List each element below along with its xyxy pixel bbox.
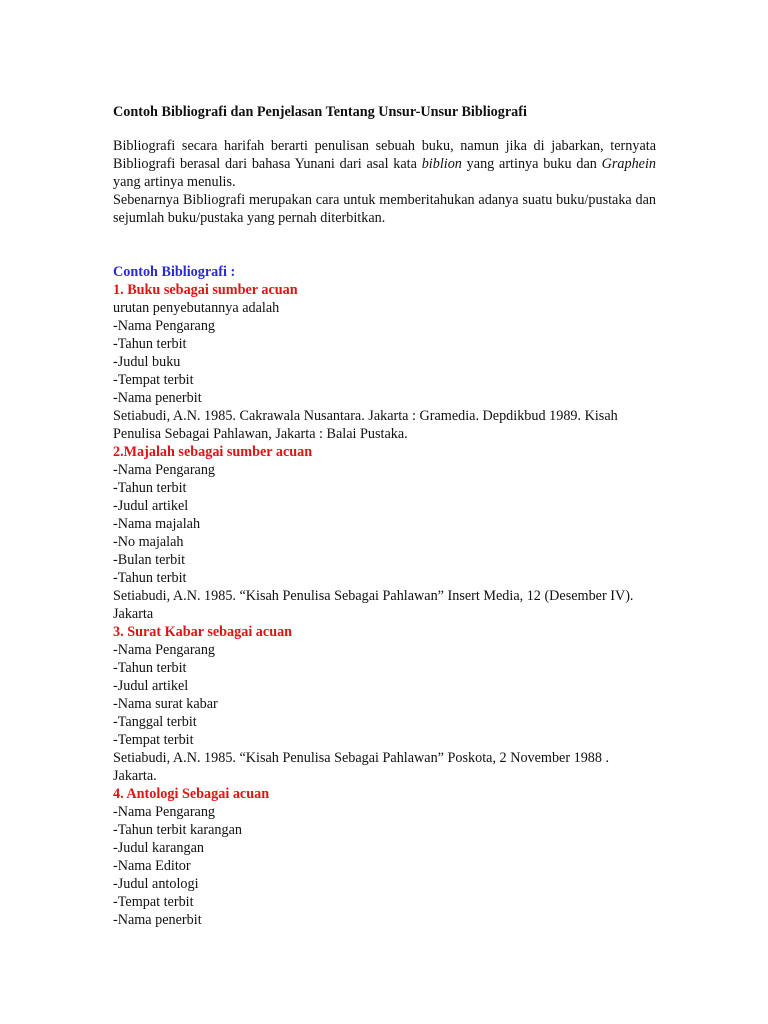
section-anthology xyxy=(113,785,656,929)
intro-text: yang artinya menulis. xyxy=(113,174,236,190)
list-item: -No majalah xyxy=(113,534,184,550)
example-citation: Setiabudi, A.N. 1985. Cakrawala Nusantara. Jakarta : Gramedia. Depdikbud 1989. Kisah Penulisa Sebagai Pahlawan, Jakarta : Balai Pustaka. xyxy=(113,408,618,442)
section-newspaper xyxy=(113,623,656,785)
document-title: Contoh Bibliografi dan Penjelasan Tentang Unsur-Unsur Bibliografi xyxy=(113,104,527,120)
spacer xyxy=(113,227,656,263)
section-heading: 1. Buku sebagai sumber acuan xyxy=(113,282,298,298)
list-item: -Tahun terbit xyxy=(113,480,187,496)
list-item: -Judul artikel xyxy=(113,498,189,514)
list-item: -Judul artikel xyxy=(113,678,189,694)
section-magazine xyxy=(113,443,656,623)
list-item: -Nama majalah xyxy=(113,516,201,532)
list-item: -Tempat terbit xyxy=(113,732,194,748)
section-note: urutan penyebutannya adalah xyxy=(113,300,280,316)
list-item: -Nama Editor xyxy=(113,858,191,874)
list-item: -Nama Pengarang xyxy=(113,642,216,658)
section-heading: 4. Antologi Sebagai acuan xyxy=(113,786,270,802)
list-item: -Tempat terbit xyxy=(113,372,194,388)
term-biblion: biblion xyxy=(421,156,462,172)
intro-paragraph-1 xyxy=(113,137,656,191)
list-item: -Nama penerbit xyxy=(113,390,202,406)
list-item: -Judul karangan xyxy=(113,840,205,856)
list-item: -Nama Pengarang xyxy=(113,462,216,478)
intro-paragraph-2: Sebenarnya Bibliografi merupakan cara untuk memberitahukan adanya suatu buku/pustaka dan sejumlah buku/pustaka yang pernah diterbitkan. xyxy=(113,192,656,226)
list-item: -Tahun terbit karangan xyxy=(113,822,243,838)
term-graphein: Graphein xyxy=(601,156,657,172)
list-item: -Judul buku xyxy=(113,354,181,370)
example-citation: Setiabudi, A.N. 1985. “Kisah Penulisa Sebagai Pahlawan” Poskota, 2 November 1988 . Jakarta. xyxy=(113,750,610,784)
section-heading: 2.Majalah sebagai sumber acuan xyxy=(113,444,313,460)
list-item: -Nama Pengarang xyxy=(113,318,216,334)
example-citation: Setiabudi, A.N. 1985. “Kisah Penulisa Sebagai Pahlawan” Insert Media, 12 (Desember IV). Jakarta xyxy=(113,588,634,622)
list-item: -Tahun terbit xyxy=(113,570,187,586)
list-item: -Nama Pengarang xyxy=(113,804,216,820)
list-item: -Tempat terbit xyxy=(113,894,194,910)
list-item: -Nama penerbit xyxy=(113,912,202,928)
list-item: -Nama surat kabar xyxy=(113,696,218,712)
list-item: -Tanggal terbit xyxy=(113,714,197,730)
section-heading: 3. Surat Kabar sebagai acuan xyxy=(113,624,293,640)
section-book xyxy=(113,281,656,443)
intro-text: yang artinya buku dan xyxy=(461,156,602,172)
list-item: -Bulan terbit xyxy=(113,552,186,568)
list-item: -Judul antologi xyxy=(113,876,199,892)
examples-heading: Contoh Bibliografi : xyxy=(113,264,236,280)
list-item: -Tahun terbit xyxy=(113,336,187,352)
list-item: -Tahun terbit xyxy=(113,660,187,676)
intro-text: Bibliografi secara harifah berarti penulisan sebuah buku, namun jika di jabarkan, ternyata Bibliografi berasal dari bahasa Yunani dari asal kata xyxy=(113,138,656,172)
